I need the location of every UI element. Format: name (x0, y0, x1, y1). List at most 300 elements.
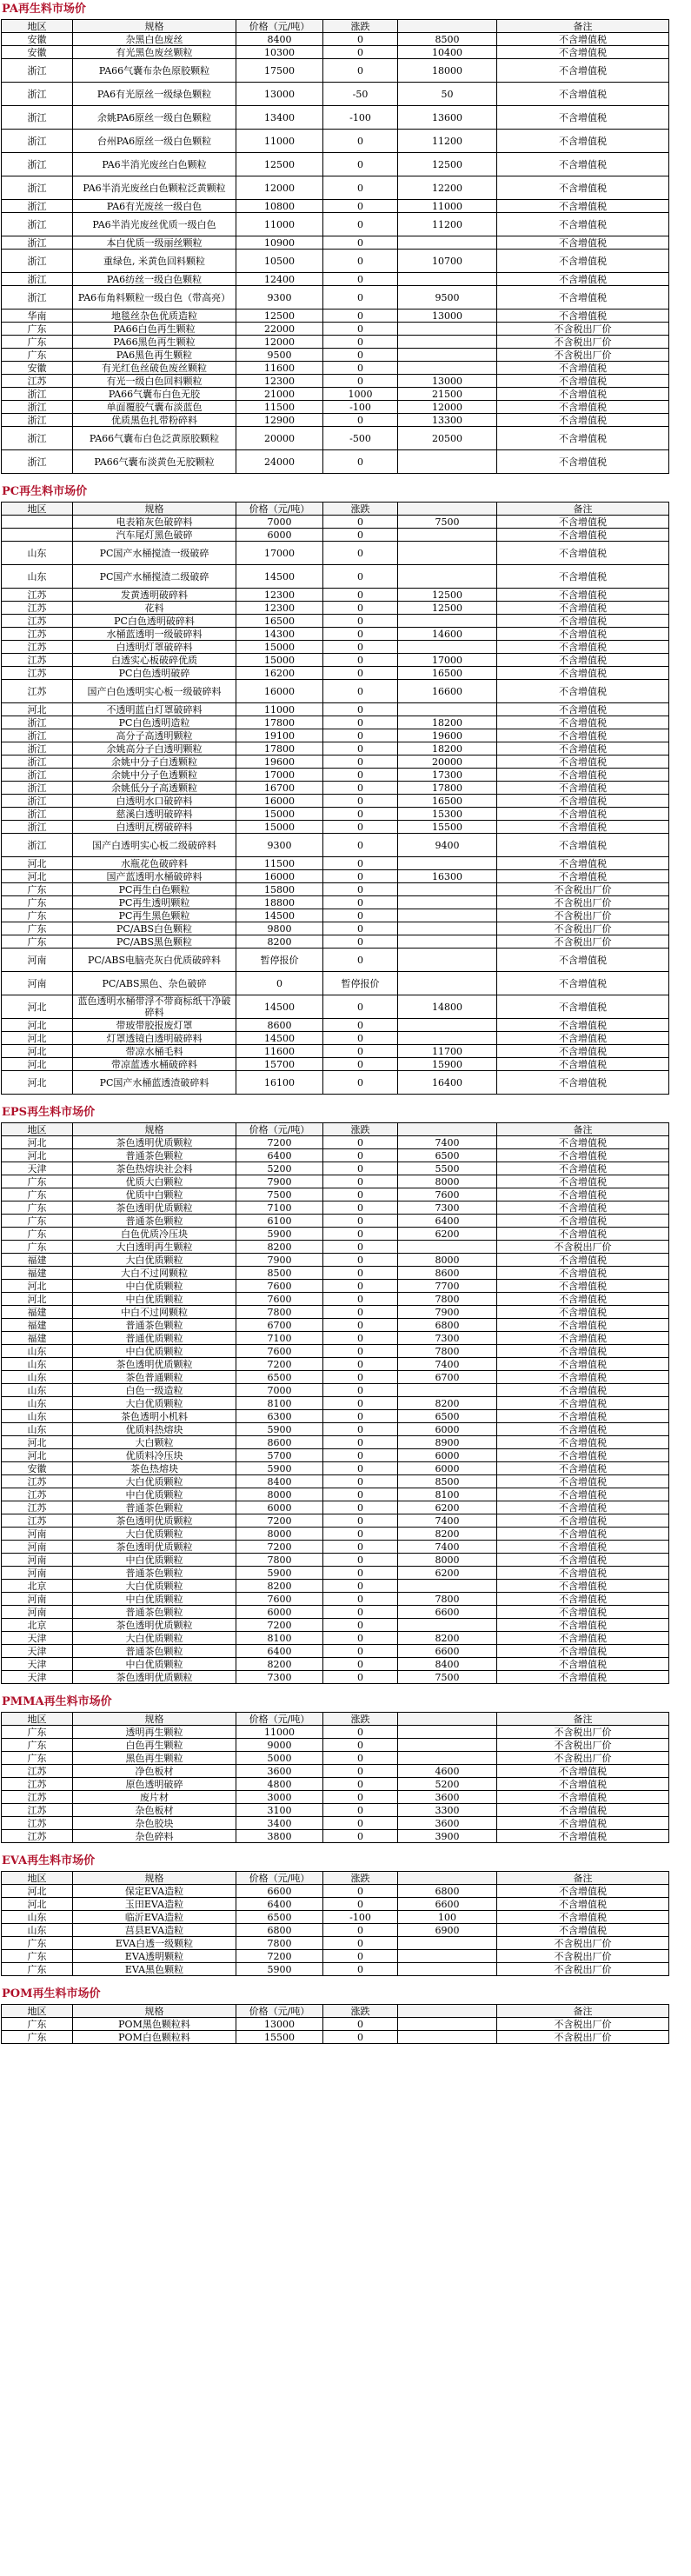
spec-cell: 普通优质颗粒 (73, 1332, 236, 1345)
region-cell: 河南 (2, 1528, 73, 1541)
table-row (2, 542, 669, 565)
change-cell: 0 (323, 414, 398, 427)
high-price-cell: 7700 (398, 1280, 497, 1293)
high-price-cell: 3600 (398, 1791, 497, 1804)
price-cell: 11000 (236, 1726, 323, 1739)
table-row (2, 323, 669, 336)
change-cell: 0 (323, 602, 398, 615)
change-cell: 0 (323, 680, 398, 703)
note-cell: 不含增值税 (497, 1228, 669, 1241)
region-cell: 浙江 (2, 250, 73, 273)
change-cell: 0 (323, 1215, 398, 1228)
region-cell: 江苏 (2, 1501, 73, 1514)
spec-cell: 茶色透明优质颗粒 (73, 1619, 236, 1632)
table-row (2, 200, 669, 213)
note-cell: 不含增值税 (497, 589, 669, 602)
section-gap (0, 1684, 691, 1693)
spec-cell: PC白色透明破碎料 (73, 615, 236, 628)
high-price-cell: 8000 (398, 1254, 497, 1267)
region-cell: 浙江 (2, 782, 73, 795)
high-price-cell: 12000 (398, 401, 497, 414)
note-cell: 不含增值税 (497, 1924, 669, 1937)
spec-cell: 有光一级白色回料颗粒 (73, 375, 236, 388)
note-cell: 不含增值税 (497, 1371, 669, 1384)
spec-cell: 大白透明再生颗粒 (73, 1241, 236, 1254)
region-cell: 江苏 (2, 667, 73, 680)
note-cell: 不含增值税 (497, 1215, 669, 1228)
note-cell: 不含增值税 (497, 1045, 669, 1058)
region-cell: 华南 (2, 310, 73, 323)
note-cell: 不含增值税 (497, 995, 669, 1019)
column-header: 涨跌 (323, 20, 398, 33)
spec-cell: 电表箱灰色破碎料 (73, 516, 236, 529)
spec-cell: PA66气囊布杂色原胶颗粒 (73, 59, 236, 83)
change-cell: 0 (323, 200, 398, 213)
price-cell: 9300 (236, 286, 323, 310)
region-cell: 广东 (2, 883, 73, 896)
note-cell: 不含增值税 (497, 236, 669, 250)
table-row (2, 1332, 669, 1345)
change-cell: 0 (323, 703, 398, 716)
spec-cell: 国产白透明实心板二级破碎料 (73, 834, 236, 857)
region-cell: 浙江 (2, 83, 73, 106)
price-cell: 7800 (236, 1937, 323, 1950)
price-cell: 6400 (236, 1149, 323, 1162)
price-cell: 8400 (236, 33, 323, 46)
table-row (2, 716, 669, 729)
high-price-cell: 10700 (398, 250, 497, 273)
region-cell: 江苏 (2, 602, 73, 615)
note-cell: 不含增值税 (497, 755, 669, 769)
note-cell: 不含增值税 (497, 1528, 669, 1541)
note-cell: 不含税出厂价 (497, 883, 669, 896)
region-cell: 河北 (2, 1019, 73, 1032)
table-row (2, 1924, 669, 1937)
change-cell: 0 (323, 286, 398, 310)
price-cell: 16200 (236, 667, 323, 680)
table-row (2, 1319, 669, 1332)
note-cell: 不含增值税 (497, 1658, 669, 1671)
price-cell: 9000 (236, 1739, 323, 1752)
spec-cell: 重绿色, 米黄色回料颗粒 (73, 250, 236, 273)
note-cell: 不含增值税 (497, 769, 669, 782)
price-cell: 7200 (236, 1358, 323, 1371)
region-cell: 江苏 (2, 1765, 73, 1778)
change-cell: 0 (323, 922, 398, 935)
table-row (2, 2018, 669, 2031)
spec-cell: 杂黑白色废丝 (73, 33, 236, 46)
table-header-row (2, 1123, 669, 1136)
table-row (2, 1606, 669, 1619)
table-row (2, 1817, 669, 1830)
change-cell: 0 (323, 1817, 398, 1830)
high-price-cell (398, 349, 497, 362)
high-price-cell (398, 883, 497, 896)
high-price-cell: 8500 (398, 33, 497, 46)
high-price-cell (398, 1241, 497, 1254)
change-cell: 0 (323, 1449, 398, 1462)
change-cell: 0 (323, 1514, 398, 1528)
spec-cell: 高分子高透明颗粒 (73, 729, 236, 742)
table-row (2, 565, 669, 589)
note-cell: 不含增值税 (497, 1804, 669, 1817)
change-cell: 0 (323, 1384, 398, 1397)
note-cell: 不含税出厂价 (497, 922, 669, 935)
note-cell: 不含增值税 (497, 795, 669, 808)
high-price-cell (398, 703, 497, 716)
table-row (2, 909, 669, 922)
price-cell: 7900 (236, 1175, 323, 1188)
spec-cell: PA6黑色再生颗粒 (73, 349, 236, 362)
spec-cell: 水瓶花色破碎料 (73, 857, 236, 870)
table-row (2, 1501, 669, 1514)
price-cell: 7900 (236, 1254, 323, 1267)
change-cell: 0 (323, 1632, 398, 1645)
price-cell: 8600 (236, 1436, 323, 1449)
region-cell: 浙江 (2, 716, 73, 729)
region-cell: 广东 (2, 1201, 73, 1215)
price-table (1, 502, 669, 1095)
table-row (2, 1345, 669, 1358)
region-cell: 河北 (2, 857, 73, 870)
note-cell: 备注 (497, 1123, 669, 1136)
spec-cell: 普通茶色颗粒 (73, 1215, 236, 1228)
high-price-cell: 16300 (398, 870, 497, 883)
change-cell: 0 (323, 1149, 398, 1162)
table-row (2, 1567, 669, 1580)
high-price-cell: 10400 (398, 46, 497, 59)
spec-cell: 灯罩透镜白透明破碎料 (73, 1032, 236, 1045)
price-cell: 6800 (236, 1924, 323, 1937)
table-row (2, 83, 669, 106)
region-cell: 福建 (2, 1254, 73, 1267)
note-cell: 不含增值税 (497, 1778, 669, 1791)
table-row (2, 1726, 669, 1739)
table-row (2, 1898, 669, 1911)
high-price-cell: 17000 (398, 654, 497, 667)
spec-cell: PA66气囊布白色无胶 (73, 388, 236, 401)
price-cell: 6000 (236, 1606, 323, 1619)
table-row (2, 1528, 669, 1541)
note-cell: 不含增值税 (497, 1319, 669, 1332)
change-cell: 0 (323, 1885, 398, 1898)
change-cell: 0 (323, 236, 398, 250)
spec-cell: 杂色板材 (73, 1804, 236, 1817)
table-row (2, 1885, 669, 1898)
region-cell: 山东 (2, 1384, 73, 1397)
price-cell: 17800 (236, 716, 323, 729)
note-cell: 不含增值税 (497, 1580, 669, 1593)
change-cell: 0 (323, 1032, 398, 1045)
price-cell: 15000 (236, 821, 323, 834)
region-cell: 浙江 (2, 286, 73, 310)
region-cell: 广东 (2, 935, 73, 949)
table-row (2, 755, 669, 769)
table-row (2, 1911, 669, 1924)
region-cell: 广东 (2, 896, 73, 909)
region-cell: 广东 (2, 1241, 73, 1254)
region-cell: 河北 (2, 1885, 73, 1898)
region-cell: 浙江 (2, 834, 73, 857)
price-cell: 10300 (236, 46, 323, 59)
high-price-cell (398, 2031, 497, 2044)
spec-cell: PA66气囊布白色泛黄原胶颗粒 (73, 427, 236, 450)
high-price-cell: 8900 (398, 1436, 497, 1449)
note-cell: 不含增值税 (497, 450, 669, 474)
high-price-cell (398, 542, 497, 565)
spec-cell: 大白优质颗粒 (73, 1632, 236, 1645)
high-price-cell: 15300 (398, 808, 497, 821)
table-row (2, 46, 669, 59)
note-cell: 不含增值税 (497, 1475, 669, 1488)
spec-cell: 规格 (73, 1123, 236, 1136)
note-cell: 不含税出厂价 (497, 1963, 669, 1976)
region-cell: 广东 (2, 2018, 73, 2031)
spec-cell: PA66黑色再生颗粒 (73, 336, 236, 349)
change-cell: 0 (323, 130, 398, 153)
table-row (2, 1019, 669, 1032)
high-price-cell: 9400 (398, 834, 497, 857)
region-cell: 浙江 (2, 213, 73, 236)
spec-cell: 带玻带胶报废灯罩 (73, 1019, 236, 1032)
region-cell: 广东 (2, 349, 73, 362)
spec-cell: 规格 (73, 2005, 236, 2018)
table-row (2, 641, 669, 654)
price-cell: 7200 (236, 1950, 323, 1963)
note-cell: 不含增值税 (497, 641, 669, 654)
region-cell: 浙江 (2, 742, 73, 755)
region-cell: 河南 (2, 972, 73, 995)
change-cell: 0 (323, 742, 398, 755)
price-cell: 7600 (236, 1593, 323, 1606)
change-cell: 0 (323, 1371, 398, 1384)
high-price-cell: 21500 (398, 388, 497, 401)
spec-cell: 大白优质颗粒 (73, 1254, 236, 1267)
change-cell: 0 (323, 1541, 398, 1554)
price-cell: 18800 (236, 896, 323, 909)
price-cell: 6100 (236, 1215, 323, 1228)
price-cell: 11600 (236, 362, 323, 375)
section-gap (0, 1976, 691, 1985)
price-cell: 15700 (236, 1058, 323, 1071)
region-cell: 浙江 (2, 106, 73, 130)
table-row (2, 1071, 669, 1095)
spec-cell: 杂色碎料 (73, 1830, 236, 1843)
note-cell: 不含增值税 (497, 742, 669, 755)
price-cell: 12300 (236, 375, 323, 388)
note-cell: 不含税出厂价 (497, 2031, 669, 2044)
spec-cell: 发黄透明破碎料 (73, 589, 236, 602)
high-price-cell (398, 273, 497, 286)
price-cell: 14500 (236, 1032, 323, 1045)
price-cell: 价格（元/吨） (236, 1713, 323, 1726)
price-cell: 5700 (236, 1449, 323, 1462)
change-cell: 0 (323, 1752, 398, 1765)
table-row (2, 1188, 669, 1201)
spec-cell: 规格 (73, 1872, 236, 1885)
note-cell: 不含增值税 (497, 949, 669, 972)
region-cell (2, 529, 73, 542)
spec-cell: 中白不过网颗粒 (73, 1306, 236, 1319)
region-cell: 浙江 (2, 427, 73, 450)
spec-cell: 余姚PA6原丝一级白色颗粒 (73, 106, 236, 130)
table-row (2, 1752, 669, 1765)
high-price-cell (398, 2018, 497, 2031)
region-cell: 地区 (2, 1713, 73, 1726)
region-cell: 河北 (2, 1071, 73, 1095)
note-cell: 不含税出厂价 (497, 1937, 669, 1950)
price-table (1, 1122, 669, 1684)
region-cell: 地区 (2, 2005, 73, 2018)
spec-cell: 单面覆胶气囊布淡蓝色 (73, 401, 236, 414)
price-cell: 15500 (236, 2031, 323, 2044)
change-cell: 0 (323, 834, 398, 857)
price-cell: 8200 (236, 935, 323, 949)
high-price-cell: 16500 (398, 667, 497, 680)
table-row (2, 1136, 669, 1149)
table-row (2, 59, 669, 83)
table-row (2, 1541, 669, 1554)
high-price-cell: 11200 (398, 213, 497, 236)
note-cell: 不含增值税 (497, 565, 669, 589)
region-cell: 江苏 (2, 1804, 73, 1817)
change-cell: 1000 (323, 388, 398, 401)
high-price-cell: 3900 (398, 1830, 497, 1843)
high-price-cell: 6000 (398, 1462, 497, 1475)
note-cell: 不含增值税 (497, 1332, 669, 1345)
price-cell: 19100 (236, 729, 323, 742)
high-price-cell: 6600 (398, 1898, 497, 1911)
price-cell: 7200 (236, 1541, 323, 1554)
column-header: 规格 (73, 20, 236, 33)
note-cell: 不含增值税 (497, 130, 669, 153)
region-cell: 山东 (2, 1423, 73, 1436)
table-row (2, 680, 669, 703)
table-row (2, 1488, 669, 1501)
high-price-cell: 8100 (398, 1488, 497, 1501)
spec-cell: 大白优质颗粒 (73, 1397, 236, 1410)
price-cell: 3600 (236, 1765, 323, 1778)
price-cell: 12000 (236, 176, 323, 200)
table-row (2, 703, 669, 716)
note-cell: 不含增值税 (497, 1175, 669, 1188)
change-cell: 0 (323, 1606, 398, 1619)
spec-cell: 莒县EVA造粒 (73, 1924, 236, 1937)
note-cell: 备注 (497, 503, 669, 516)
change-cell: 0 (323, 450, 398, 474)
table-header-row (2, 503, 669, 516)
price-cell: 3400 (236, 1817, 323, 1830)
price-cell: 6500 (236, 1371, 323, 1384)
region-cell: 江苏 (2, 1488, 73, 1501)
high-price-cell: 4600 (398, 1765, 497, 1778)
change-cell: 0 (323, 857, 398, 870)
price-cell: 12300 (236, 589, 323, 602)
change-cell: 0 (323, 1488, 398, 1501)
note-cell: 不含增值税 (497, 1567, 669, 1580)
high-price-cell: 7600 (398, 1188, 497, 1201)
note-cell: 不含增值税 (497, 414, 669, 427)
spec-cell: 带凉水桶毛料 (73, 1045, 236, 1058)
high-price-cell (398, 641, 497, 654)
high-price-cell: 7800 (398, 1293, 497, 1306)
high-price-cell (398, 1872, 497, 1885)
spec-cell: PA6半消光废丝白色颗粒泛黄颗粒 (73, 176, 236, 200)
change-cell: 0 (323, 995, 398, 1019)
note-cell: 不含增值税 (497, 1149, 669, 1162)
region-cell: 江苏 (2, 680, 73, 703)
spec-cell: PC/ABS白色颗粒 (73, 922, 236, 935)
high-price-cell: 3600 (398, 1817, 497, 1830)
table-row (2, 286, 669, 310)
region-cell: 河南 (2, 1554, 73, 1567)
table-row (2, 589, 669, 602)
table-row (2, 1950, 669, 1963)
note-cell: 不含增值税 (497, 1019, 669, 1032)
table-row (2, 1475, 669, 1488)
region-cell: 河南 (2, 1541, 73, 1554)
price-cell: 15000 (236, 808, 323, 821)
high-price-cell: 11700 (398, 1045, 497, 1058)
price-cell: 16000 (236, 680, 323, 703)
price-cell: 24000 (236, 450, 323, 474)
spec-cell: 大白优质颗粒 (73, 1580, 236, 1593)
high-price-cell: 20500 (398, 427, 497, 450)
price-cell: 7600 (236, 1280, 323, 1293)
table-row (2, 1462, 669, 1475)
spec-cell: 花料 (73, 602, 236, 615)
change-cell: 0 (323, 1778, 398, 1791)
spec-cell: 中白优质颗粒 (73, 1345, 236, 1358)
high-price-cell: 7400 (398, 1541, 497, 1554)
region-cell: 河北 (2, 1058, 73, 1071)
note-cell: 不含增值税 (497, 857, 669, 870)
change-cell: 0 (323, 1924, 398, 1937)
spec-cell: 优质大白颗粒 (73, 1175, 236, 1188)
high-price-cell (398, 935, 497, 949)
high-price-cell (398, 323, 497, 336)
note-cell: 不含增值税 (497, 834, 669, 857)
region-cell: 天津 (2, 1162, 73, 1175)
high-price-cell: 20000 (398, 755, 497, 769)
table-header-row (2, 1713, 669, 1726)
spec-cell: 慈溪白透明破碎料 (73, 808, 236, 821)
note-cell: 不含增值税 (497, 286, 669, 310)
table-row (2, 250, 669, 273)
high-price-cell (398, 565, 497, 589)
table-row (2, 782, 669, 795)
section-gap (0, 1095, 691, 1103)
high-price-cell: 8500 (398, 1475, 497, 1488)
region-cell: 浙江 (2, 729, 73, 742)
column-header: 备注 (497, 20, 669, 33)
high-price-cell: 7400 (398, 1358, 497, 1371)
region-cell: 浙江 (2, 236, 73, 250)
table-row (2, 153, 669, 176)
change-cell: 0 (323, 808, 398, 821)
region-cell: 河南 (2, 949, 73, 972)
region-cell: 广东 (2, 1739, 73, 1752)
region-cell: 天津 (2, 1645, 73, 1658)
region-cell: 广东 (2, 909, 73, 922)
region-cell: 福建 (2, 1319, 73, 1332)
region-cell: 河北 (2, 1436, 73, 1449)
high-price-cell: 6400 (398, 1215, 497, 1228)
spec-cell: 余姚中分子白透颗粒 (73, 755, 236, 769)
high-price-cell: 16600 (398, 680, 497, 703)
price-cell: 8500 (236, 1267, 323, 1280)
spec-cell: 净色板材 (73, 1765, 236, 1778)
